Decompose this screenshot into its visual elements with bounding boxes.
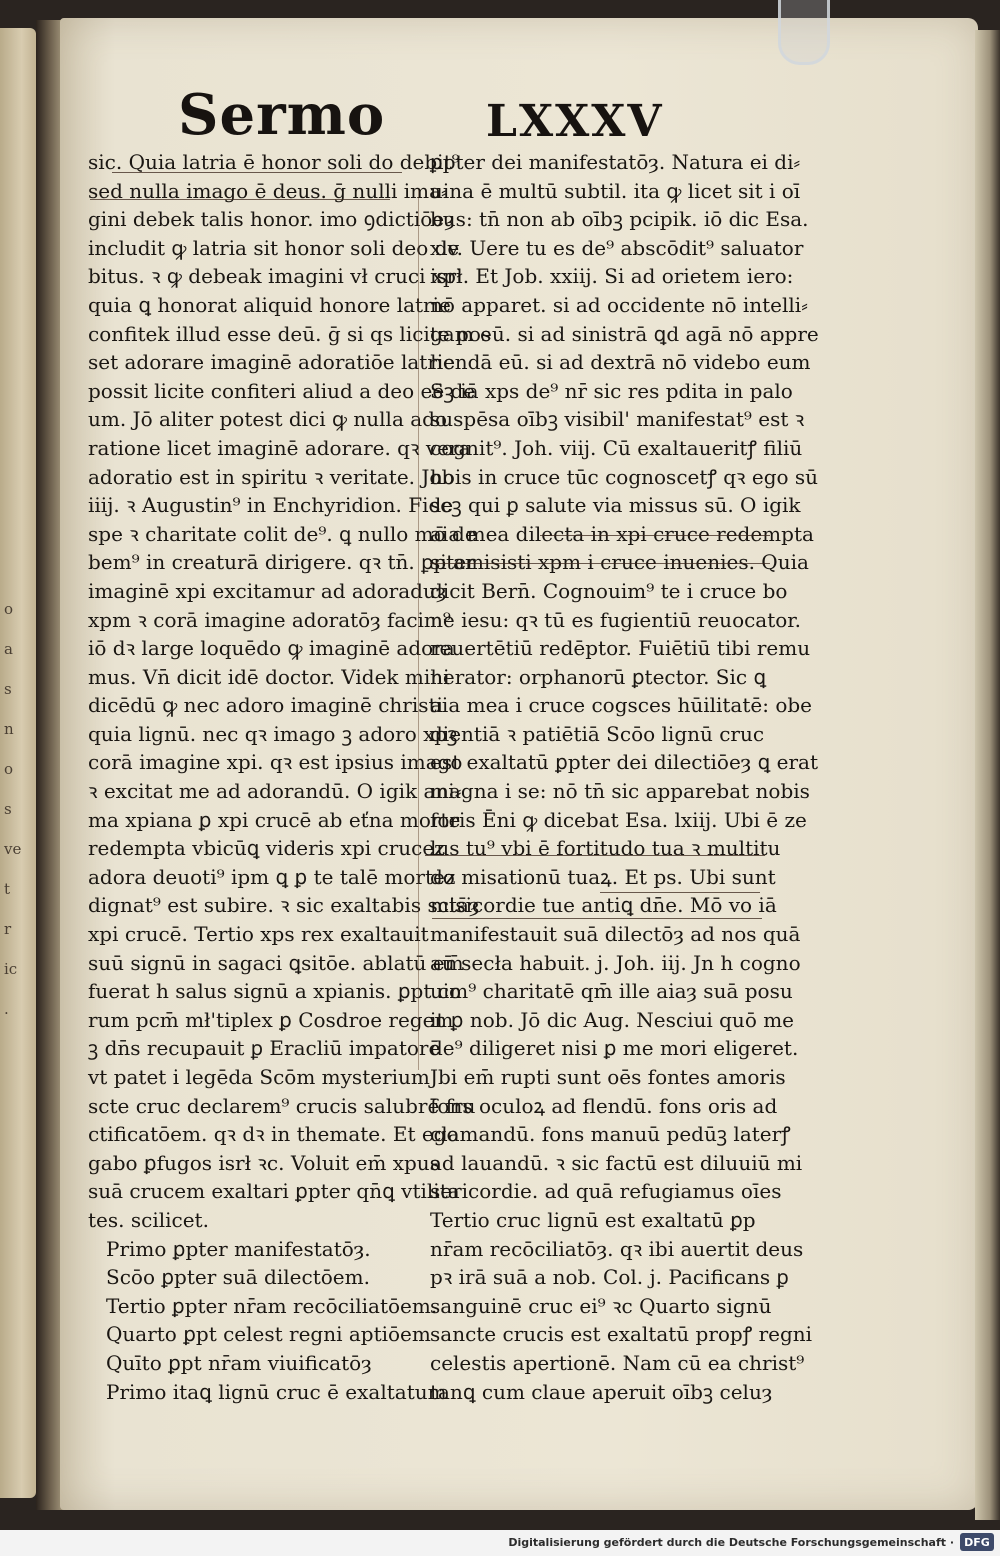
- text-line: sed nulla imago ē deus. ḡ nulli ima⸗: [88, 178, 448, 203]
- text-line: sic. Quia latria ē honor soli do debit⁹: [88, 150, 460, 174]
- text-line: Sꝫ iā xps de⁹ nr̄ sic res pdita in palo: [430, 378, 793, 403]
- text-line: aū secła habuit. j. Joh. iij. Jn h cogno: [430, 950, 801, 975]
- text-line: de⁹ diligeret nisi ꝑ me mori eligeret.: [430, 1036, 799, 1061]
- text-line: ad lauandū. ꝛ sic factū est diluuiū mi: [430, 1150, 803, 1175]
- ink-underline: [90, 199, 390, 200]
- margin-mark: r: [4, 920, 12, 938]
- text-line: adoratio est in spiritu ꝛ veritate. Job: [88, 464, 455, 489]
- text-line: dignat⁹ est subire. ꝛ sic exaltabis sctāȝ: [88, 893, 480, 918]
- text-line: scꝫ qui ꝑ salute via missus sū. O igik: [430, 493, 801, 518]
- ink-underline: [540, 535, 770, 536]
- text-line: rum pcm̄ mł'tiplex ꝑ Cosdroe regem: [88, 1007, 454, 1032]
- text-line: nr̄am recōciliatōȝ. qꝛ ibi auertit deus: [430, 1236, 804, 1261]
- text-line: sancte crucis est exaltatū propꝭ regni: [430, 1322, 813, 1347]
- text-line: Primo itaꝗ lignū cruc ē exaltatum: [106, 1379, 447, 1404]
- text-line: bitus. ꝛ ꝙ debeak imagini vł cruci xpi: [88, 264, 463, 289]
- text-line: iō dꝛ large loquēdo ꝙ imaginē adora: [88, 636, 455, 661]
- text-line: cognit⁹. Joh. viij. Cū exaltaueritꝭ filiū: [430, 435, 803, 460]
- margin-mark: t: [4, 880, 11, 898]
- text-line: Scōo ꝑpter suā dilectōem.: [106, 1265, 370, 1290]
- text-line: clamandū. fons manuū pedūꝫ laterꝭ: [430, 1122, 791, 1147]
- page-edge-right: [975, 30, 1000, 1520]
- ink-underline: [430, 563, 770, 564]
- text-line: manifestauit suā dilectōȝ ad nos quā: [430, 922, 801, 947]
- text-line: hois in cruce tūc cognoscetꝭ qꝛ ego sū: [430, 464, 819, 489]
- text-line: set adorare imaginē adoratiōe latrie: [88, 350, 456, 375]
- text-line: nerator: orphanorū ꝑtector. Sic ꝗ: [430, 664, 767, 689]
- text-line: quia ꝗ honorat aliquid honore latrie: [88, 292, 451, 317]
- text-line: celestis apertionē. Nam cū ea christ⁹: [430, 1350, 805, 1375]
- text-line: si amisisti xpm i cruce inuenies. Quia: [430, 550, 809, 575]
- text-line: Tertio ꝑpter nr̄am recōciliatōem.: [106, 1293, 438, 1318]
- text-line: uina ē multū subtil. ita ꝙ licet sit i oī: [430, 178, 801, 203]
- text-line: scte cruc declarem⁹ crucis salubrē fru: [88, 1093, 476, 1118]
- margin-mark: s: [4, 680, 12, 698]
- margin-mark: s: [4, 800, 12, 818]
- text-line: do misationū tuaꝝ. Et ps. Ubi sunt: [430, 864, 776, 889]
- folio-number: LXXXV: [486, 96, 664, 147]
- text-line: it ꝑ nob. Jō dic Aug. Nesciui quō me: [430, 1007, 795, 1032]
- text-line: adora deuoti⁹ ipm ꝗ ꝑ te talē mortez: [88, 864, 456, 889]
- text-line: aia mea i cruce cogsces hūilitatē: obe: [430, 693, 813, 718]
- margin-mark: o: [4, 600, 14, 618]
- text-line: suā crucem exaltari ꝑpter qn̄ꝗ vtilita: [88, 1179, 460, 1204]
- text-line: est exaltatū ꝑpter dei dilectiōeȝ ꝗ erat: [430, 750, 818, 775]
- text-line: hendā eū. si ad dextrā nō videbo eum: [430, 350, 811, 375]
- text-line: sericordie. ad quā refugiamus oīes: [430, 1179, 782, 1204]
- ink-underline: [112, 172, 402, 173]
- text-line: dientiā ꝛ patiētiā Scōo lignū cruc: [430, 721, 765, 746]
- text-line: ma xpiana ꝑ xpi crucē ab eťna morte: [88, 807, 461, 832]
- text-line: Jbi em̄ rupti sunt oēs fontes amoris: [430, 1065, 786, 1089]
- margin-mark: n: [4, 720, 14, 738]
- text-line: corā imagine xpi. qꝛ est ipsius imago: [88, 750, 463, 775]
- text-line: imaginē xpi excitamur ad adoraduȝ: [88, 578, 447, 603]
- text-line: suspēsa oībꝫ visibil' manifestat⁹ est ꝛ: [430, 407, 805, 432]
- funding-credit: Digitalisierung gefördert durch die Deutsche Forschungsgemeinschaft ·: [508, 1536, 954, 1549]
- text-line: mus. Vn̄ dicit idē doctor. Videk mihi: [88, 664, 450, 689]
- ink-margin-line: [418, 190, 419, 1070]
- text-line: Tertio cruc lignū est exaltatū ꝑp: [430, 1207, 756, 1232]
- text-line: dicit Bern̄. Cognouim⁹ te i cruce bo: [430, 578, 788, 603]
- text-line: ꝛ excitat me ad adorandū. O igik ani⸗: [88, 779, 462, 804]
- margin-mark: ve: [4, 840, 22, 858]
- margin-mark: .: [4, 1000, 9, 1018]
- text-column-left: [88, 148, 492, 1406]
- text-line: ꝑpter dei manifestatōȝ. Natura ei di⸗: [430, 150, 801, 174]
- text-line: pꝛ irā suā a nob. Col. j. Pacificans ꝑ: [430, 1265, 789, 1290]
- text-line: xpm ꝛ corā imagine adoratōȝ facim⁹: [88, 607, 451, 632]
- text-line: reuertētiū redēptor. Fuiētiū tibi remu: [430, 636, 811, 661]
- text-line: ratione licet imaginē adorare. qꝛ vera: [88, 435, 471, 460]
- ink-underline: [600, 892, 760, 893]
- text-line: suū signū in sagaci ꝗsitōe. ablatū em̄: [88, 950, 464, 975]
- text-line: foris Ēni ꝙ dicebat Esa. lxiij. Ubi ē ze: [430, 807, 807, 832]
- text-line: sanguinē cruc ei⁹ ꝛc Quarto signū: [430, 1293, 772, 1318]
- ink-underline: [425, 855, 765, 856]
- text-line: gabo ꝑfugos isrł ꝛc. Voluit em̄ xpus: [88, 1150, 440, 1175]
- text-line: Quarto ꝑpt celest regni aptiōem: [106, 1322, 431, 1347]
- text-line: possit licite confiteri aliud a deo eē de: [88, 378, 476, 403]
- margin-mark: o: [4, 760, 14, 778]
- text-line: um. Jō aliter potest dici ꝙ nulla ado: [88, 407, 447, 432]
- margin-mark: a: [4, 640, 13, 658]
- text-line: tanꝗ cum claue aperuit oībꝫ celuȝ: [430, 1379, 773, 1404]
- text-line: aia mea dilecta in xpi cruce redempta: [430, 521, 814, 546]
- ink-underline: [432, 918, 762, 919]
- text-line: misicordie tue antiꝗ dn̄e. Mō vo iā: [430, 893, 777, 918]
- margin-mark: ic: [4, 960, 18, 978]
- text-line: confitek illud esse deū. ḡ si qs licite pos: [88, 321, 492, 346]
- text-line: spe ꝛ charitate colit de⁹. ꝗ nullo mō de: [88, 521, 477, 546]
- text-line: quia lignū. nec qꝛ imago ꝫ adoro xpꝫ: [88, 721, 458, 746]
- text-line: lus tu⁹ vbi ē fortitudo tua ꝛ multitu: [430, 836, 781, 861]
- text-line: dicēdū ꝙ nec adoro imaginē christi: [88, 693, 443, 718]
- text-line: fuerat h salus signū a xpianis. ꝑpt co: [88, 979, 461, 1004]
- text-line: vt patet i legēda Scōm mysterium: [88, 1065, 430, 1089]
- text-line: gini debek talis honor. imo ꝯdictiōeȝ: [88, 207, 455, 232]
- text-line: ctificatōem. qꝛ dꝛ in themate. Et ego: [88, 1122, 459, 1147]
- text-line: xlv. Uere tu es de⁹ abscōdit⁹ saluator: [430, 235, 804, 260]
- text-line: bem⁹ in creaturā dirigere. qꝛ tn̄. ꝑpter: [88, 550, 476, 575]
- text-line: uim⁹ charitatē qm̄ ille aiaȝ suā posu: [430, 979, 793, 1004]
- text-line: tes. scilicet.: [88, 1207, 209, 1232]
- text-line: ꝫ dn̄s recupauit ꝑ Eracliū impatorē: [88, 1036, 441, 1061]
- text-line: Quīto ꝑpt nr̄am viuificatōȝ: [106, 1350, 372, 1375]
- text-line: gam eū. si ad sinistrā ꝗd agā nō appre: [430, 321, 819, 346]
- text-line: ne iesu: qꝛ tū es fugientiū reuocator.: [430, 607, 802, 632]
- dfg-logo: DFG: [960, 1533, 994, 1551]
- text-line: isrł. Et Job. xxiij. Si ad orietem iero:: [430, 264, 794, 289]
- text-line: nō apparet. si ad occidente nō intelli⸗: [430, 292, 808, 317]
- text-line: iiij. ꝛ Augustin⁹ in Enchyridion. Fide: [88, 493, 454, 518]
- text-line: magna i se: nō tn̄ sic apparebat nobis: [430, 779, 810, 804]
- text-line: Primo ꝑpter manifestatōȝ.: [106, 1236, 371, 1261]
- text-column-right: [430, 148, 819, 1406]
- text-line: includit ꝙ latria sit honor soli deo de: [88, 235, 460, 260]
- text-line: redempta vbicūꝗ videris xpi crucez: [88, 836, 445, 861]
- text-line: xpi crucē. Tertio xps rex exaltauit: [88, 922, 429, 947]
- text-line: bus: tn̄ non ab oībꝫ pcipik. iō dic Esa.: [430, 207, 809, 232]
- paper-clip-icon: [778, 0, 830, 65]
- text-line: fons oculoꝝ ad flendū. fons oris ad: [430, 1093, 778, 1118]
- running-head-word: Sermo: [178, 82, 386, 148]
